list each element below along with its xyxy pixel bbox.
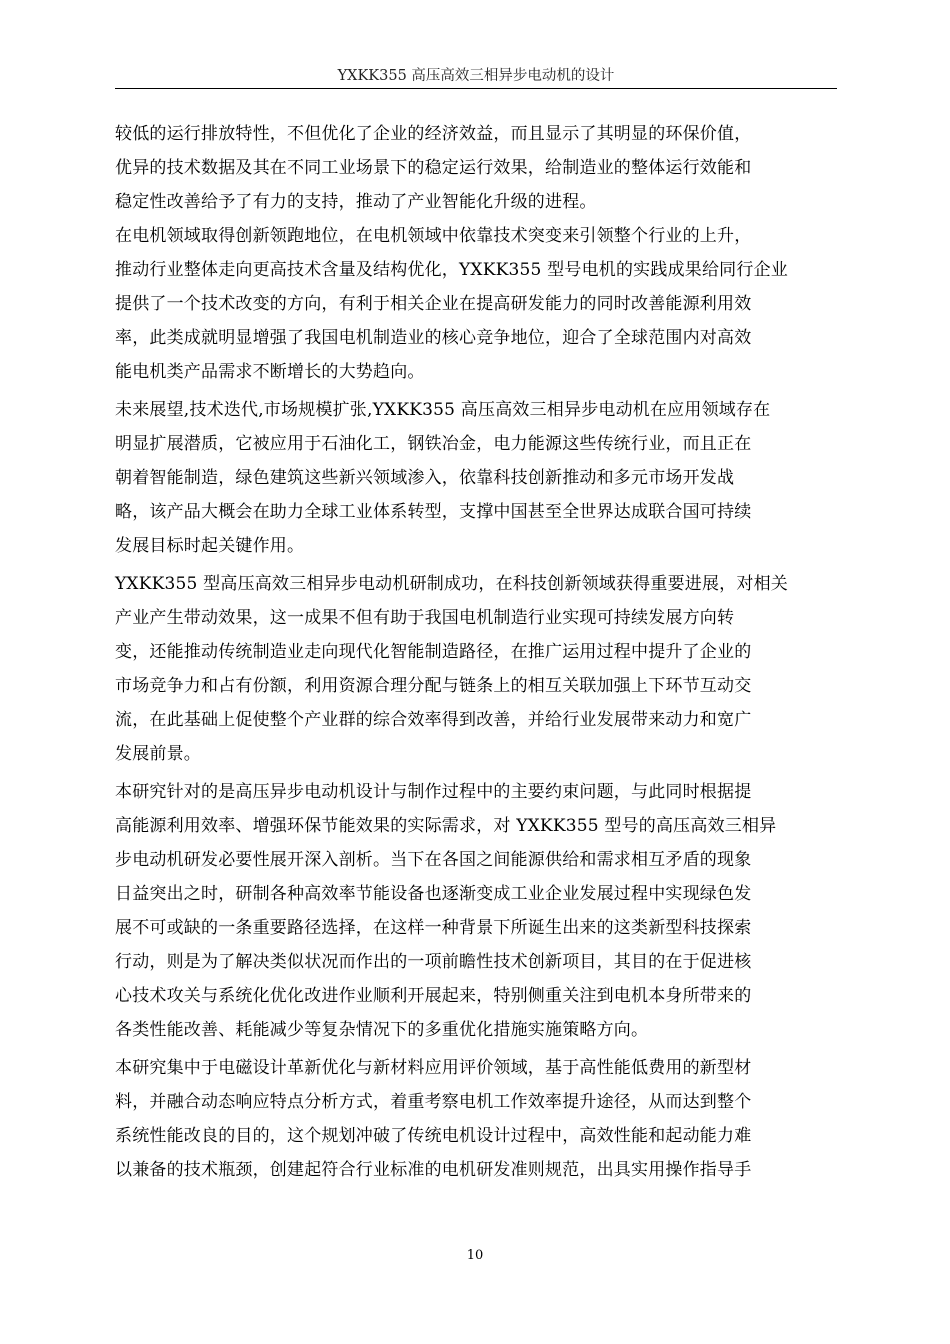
text-line: 明显扩展潜质，它被应用于石油化工，钢铁冶金，电力能源这些传统行业，而且正在 xyxy=(115,434,752,454)
text-line: 本研究集中于电磁设计革新优化与新材料应用评价领域，基于高性能低费用的新型材 xyxy=(115,1058,752,1078)
text-line: 较低的运行排放特性，不但优化了企业的经济效益，而且显示了其明显的环保价值， xyxy=(115,124,752,144)
text-line: YXKK355 型高压高效三相异步电动机研制成功，在科技创新领域获得重要进展，对相关 xyxy=(115,574,788,594)
text-line: 产业产生带动效果，这一成果不但有助于我国电机制造行业实现可持续发展方向转 xyxy=(115,608,735,628)
text-line: 心技术攻关与系统化优化改进作业顺利开展起来，特别侧重关注到电机本身所带来的 xyxy=(115,986,752,1006)
text-line: 以兼备的技术瓶颈，创建起符合行业标准的电机研发准则规范，出具实用操作指导手 xyxy=(115,1160,752,1180)
text-line: 推动行业整体走向更高技术含量及结构优化，YXKK355 型号电机的实践成果给同行企业 xyxy=(115,260,788,280)
text-line: 朝着智能制造，绿色建筑这些新兴领域渗入，依靠科技创新推动和多元市场开发战 xyxy=(115,468,735,488)
text-line: 在电机领域取得创新领跑地位，在电机领域中依靠技术突变来引领整个行业的上升， xyxy=(115,226,752,246)
running-header: YXKK355 高压高效三相异步电动机的设计 xyxy=(337,68,615,84)
text-line: 能电机类产品需求不断增长的大势趋向。 xyxy=(115,362,425,382)
text-line: 料，并融合动态响应特点分析方式，着重考察电机工作效率提升途径，从而达到整个 xyxy=(115,1092,752,1112)
text-line: 提供了一个技术改变的方向，有利于相关企业在提高研发能力的同时改善能源利用效 xyxy=(115,294,752,314)
text-line: 稳定性改善给予了有力的支持，推动了产业智能化升级的进程。 xyxy=(115,192,597,212)
text-line: 系统性能改良的目的，这个规划冲破了传统电机设计过程中，高效性能和起动能力难 xyxy=(115,1126,752,1146)
text-line: 行动，则是为了解决类似状况而作出的一项前瞻性技术创新项目，其目的在于促进核 xyxy=(115,952,752,972)
page-number: 10 xyxy=(466,1248,484,1263)
text-line: 未来展望,技术迭代,市场规模扩张,YXKK355 高压高效三相异步电动机在应用领域存在 xyxy=(115,400,771,420)
text-line: 发展目标时起关键作用。 xyxy=(115,536,305,556)
text-line: 本研究针对的是高压异步电动机设计与制作过程中的主要约束问题，与此同时根据提 xyxy=(115,782,752,802)
text-line: 优异的技术数据及其在不同工业场景下的稳定运行效果，给制造业的整体运行效能和 xyxy=(115,158,752,178)
text-line: 各类性能改善、耗能减少等复杂情况下的多重优化措施实施策略方向。 xyxy=(115,1020,649,1040)
text-line: 变，还能推动传统制造业走向现代化智能制造路径，在推广运用过程中提升了企业的 xyxy=(115,642,752,662)
text-line: 略，该产品大概会在助力全球工业体系转型，支撑中国甚至全世界达成联合国可持续 xyxy=(115,502,752,522)
text-line: 日益突出之时，研制各种高效率节能设备也逐渐变成工业企业发展过程中实现绿色发 xyxy=(115,884,752,904)
header-divider xyxy=(115,88,837,89)
text-line: 发展前景。 xyxy=(115,744,201,764)
text-line: 高能源利用效率、增强环保节能效果的实际需求，对 YXKK355 型号的高压高效三相异 xyxy=(115,816,777,836)
text-line: 步电动机研发必要性展开深入剖析。当下在各国之间能源供给和需求相互矛盾的现象 xyxy=(115,850,752,870)
text-line: 率，此类成就明显增强了我国电机制造业的核心竞争地位，迎合了全球范围内对高效 xyxy=(115,328,752,348)
text-line: 市场竞争力和占有份额，利用资源合理分配与链条上的相互关联加强上下环节互动交 xyxy=(115,676,752,696)
text-line: 流，在此基础上促使整个产业群的综合效率得到改善，并给行业发展带来动力和宽广 xyxy=(115,710,752,730)
text-line: 展不可或缺的一条重要路径选择，在这样一种背景下所诞生出来的这类新型科技探索 xyxy=(115,918,752,938)
